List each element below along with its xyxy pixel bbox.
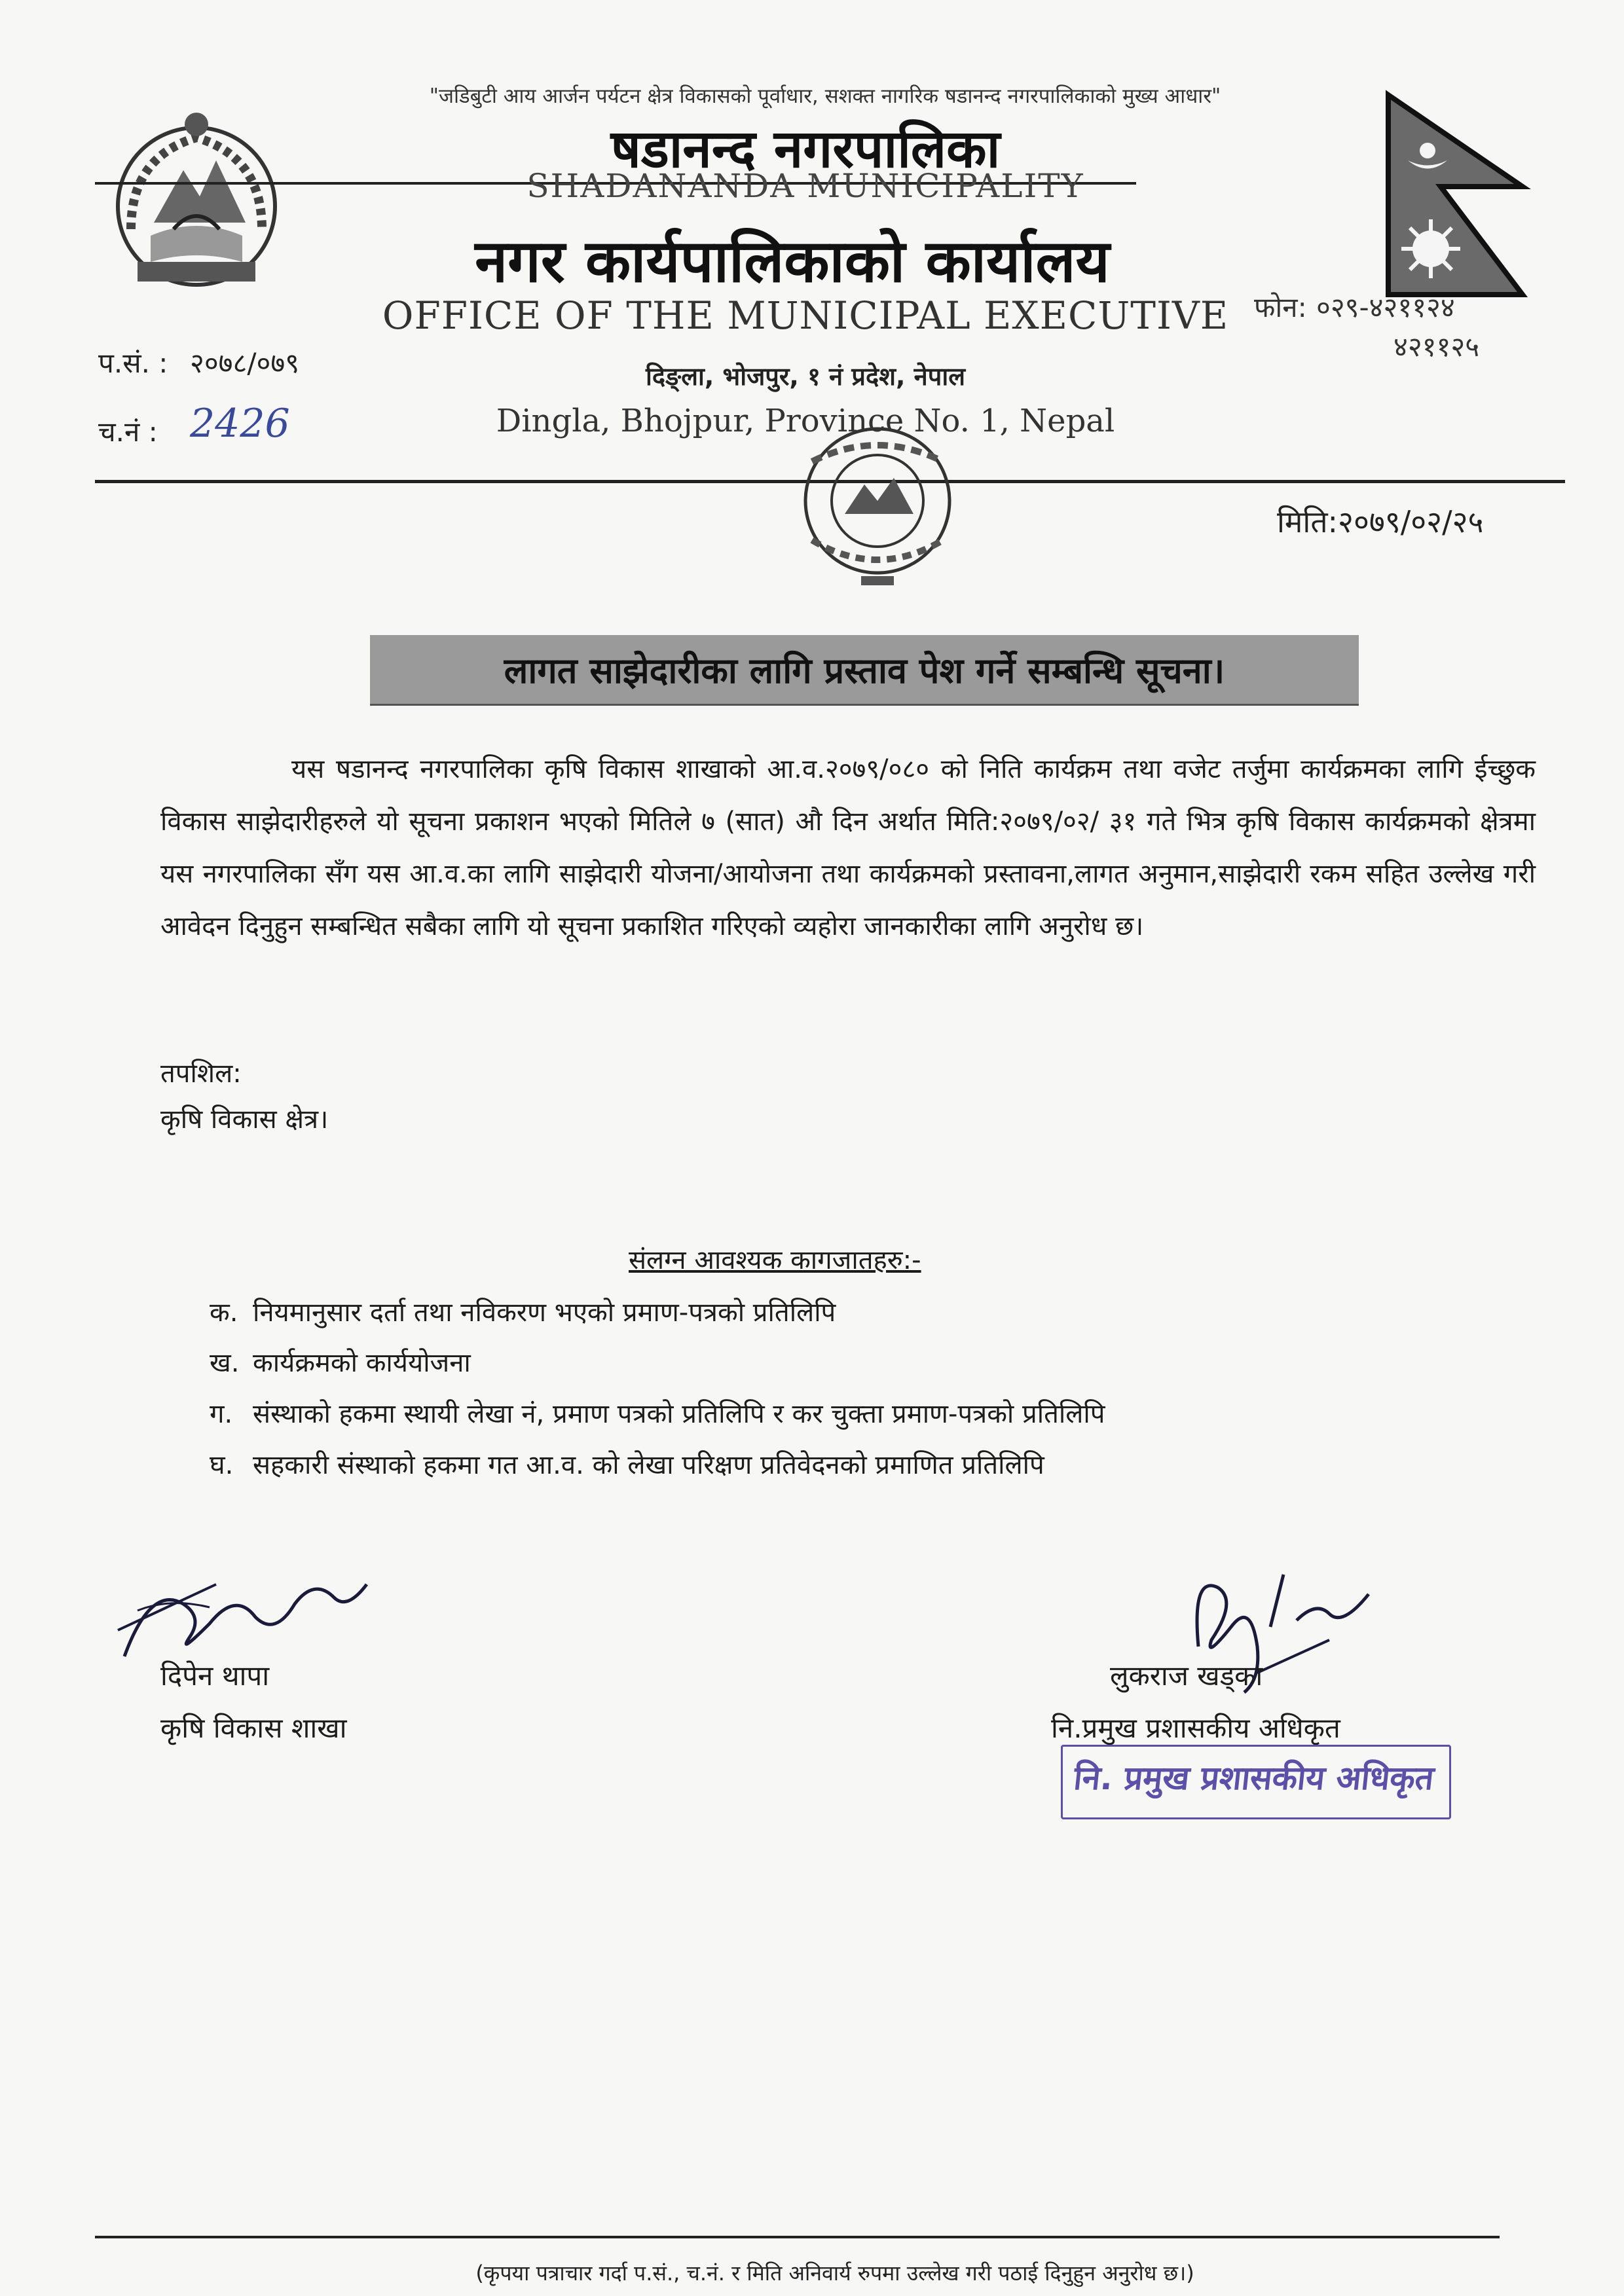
attachment-text: संस्थाको हकमा स्थायी लेखा नं, प्रमाण पत्रको प्रतिलिपि र कर चुक्ता प्रमाण-पत्रको प्रतिलिपि [253,1399,1105,1429]
notice-title: लागत साझेदारीका लागि प्रस्ताव पेश गर्ने सम्बन्धि सूचना। [504,650,1225,691]
office-name-english: OFFICE OF THE MUNICIPAL EXECUTIVE [382,293,1229,338]
phone-number-1: ०२९-४२११२४ [1316,291,1455,323]
official-stamp-text: नि. प्रमुख प्रशासकीय अधिकृत [1071,1759,1436,1797]
left-signatory-role: कृषि विकास शाखा [160,1712,347,1744]
attachment-marker: ख. [210,1348,240,1378]
attachment-text: कार्यक्रमको कार्ययोजना [253,1348,471,1378]
dispatch-number: 2426 [190,401,290,446]
footer-note: (कृपया पत्राचार गर्दा प.सं., च.नं. र मिति अनिवार्य रुपमा उल्लेख गरी पठाई दिनुहुन अनुरोध छ।) [475,2261,1194,2286]
right-signatory-name: लुकराज खड्का [1110,1660,1263,1692]
detail-heading: तपशिल: [160,1059,242,1089]
footer-divider [95,2236,1500,2238]
attachment-item [210,1394,1105,1430]
reference-number: २०७८/०७९ [190,347,300,379]
left-signatory-name: दिपेन थापा [160,1660,270,1692]
nepal-emblem-icon [92,98,301,301]
dispatch-label: च.नं : [98,416,158,448]
issue-date: मिति:२०७९/०२/२५ [1277,504,1484,539]
municipality-name-nepali: षडानन्द नगरपालिका [610,118,1001,179]
attachment-item [210,1446,1044,1482]
right-signatory-role: नि.प्रमुख प्रशासकीय अधिकृत [1051,1712,1340,1744]
municipality-name-english: SHADANANDA MUNICIPALITY [526,167,1084,205]
address-nepali: दिङ्ला, भोजपुर, १ नं प्रदेश, नेपाल [646,362,965,391]
address-english: Dingla, Bhojpur, Province No. 1, Nepal [496,403,1115,439]
motto: "जडिबुटी आय आर्जन पर्यटन क्षेत्र विकासको पूर्वाधार, सशक्त नागरिक षडानन्द नगरपालिकाको मुख्य आधार" [429,84,1221,108]
attachments-heading: संलग्न आवश्यक कागजातहरु:- [629,1245,921,1275]
attachment-text: सहकारी संस्थाको हकमा गत आ.व. को लेखा परिक्षण प्रतिवेदनको प्रमाणित प्रतिलिपि [253,1450,1044,1480]
attachment-marker: क. [210,1298,238,1328]
attachment-marker: घ. [210,1450,234,1480]
attachment-item [210,1293,836,1329]
reference-label: प.सं. : [98,347,168,379]
notice-body: यस षडानन्द नगरपालिका कृषि विकास शाखाको आ.व.२०७९/०८० को निति कार्यक्रम तथा वजेट तर्जुमा कार्यक्रमका लागि ईच्छुक विकास साझेदारीहरुले यो सूचना प्रकाशन भएको मितिले ७ (सात) औ दिन अर्थात मिति:२०७९/०२/ ३१ गते भित्र कृषि विकास कार्यक्रमको क्षेत्रमा यस नगरपालिका सँग यस आ.व.का लागि साझेदारी योजना/आयोजना तथा कार्यक्रमको प्रस्तावना,लागत अनुमान,साझेदारी रकम सहित उल्लेख गरी आवेदन दिनुहुन सम्बन्धित सबैका लागि यो सूचना प्रकाशित गरिएको व्यहोरा जानकारीका लागि अनुरोध छ। [160,754,1536,941]
attachment-marker: ग. [210,1399,233,1429]
attachment-text: नियमानुसार दर्ता तथा नविकरण भएको प्रमाण-पत्रको प्रतिलिपि [253,1298,836,1328]
attachment-item [210,1343,471,1379]
phone-label: फोन: [1254,291,1307,323]
phone-number-2: ४२११२५ [1393,331,1480,363]
detail-value: कृषि विकास क्षेत्र। [160,1104,329,1135]
nepal-flag-icon [1382,88,1532,304]
office-name-nepali: नगर कार्यपालिकाको कार्यालय [475,227,1110,296]
municipality-seal-icon [766,422,989,592]
